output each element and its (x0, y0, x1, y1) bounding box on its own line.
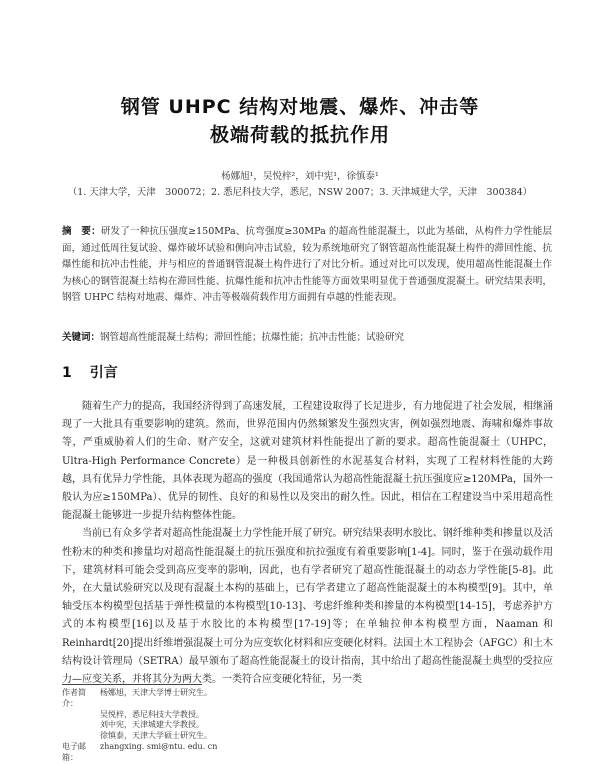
footnote-divider (62, 684, 202, 685)
body-paragraph-2: 当前已有众多学者对超高性能混凝土力学性能开展了研究。研究结果表明水胶比、钢纤维种类和掺量以及活性粉末的种类和掺量均对超高性能混凝土的抗压强度和抗拉强度有着重要影响[1-4]。同时，鉴于在强动载作用下，建筑材料可能会受到高应变率的影响，因此，也有学者研究了超高性能混凝土的动态力学性能[5-8]。此外，在大量试验研究以及现有混凝土本构的基础上，已有学者建立了超高性能混凝土的本构模型[9]。其中，单轴受压本构模型包括基于弹性模量的本构模型[10-13]、考虑纤维种类和掺量的本构模型[14-15]，考虑养护方式的本构模型[16]以及基于水胶比的本构模型[17-19]等；在单轴拉伸本构模型方面，Naaman 和 Reinhardt[20]提出纤维增强混凝土可分为应变软化材料和应变硬化材料。法国土木工程协会（AFGC）和土木结构设计管理局（SETRA）最早颁布了超高性能混凝土的设计指南，其中给出了超高性能混凝土典型的受拉应力—应变关系，并将其分为两大类。一类符合应变硬化特征，另一类 (62, 528, 554, 686)
email-row (62, 742, 542, 764)
footnote-label: 作者简介： (62, 688, 86, 708)
abstract (62, 224, 552, 307)
footnote-line: 吴悦梓，悉尼科技大学教授。 (100, 709, 204, 719)
abstract-text: 研发了一种抗压强度≥150MPa、抗弯强度≥30MPa 的超高性能混凝土，以此为基础，从构件力学性能层面，通过低周往复试验、爆炸破坏试验和侧向冲击试验，较为系统地研究了钢管超高性能混凝土构件的滞回性能、抗爆性能和抗冲击性能，并与相应的普通钢管混凝土构件进行了对比分析。通过对比可以发现，使用超高性能混凝土作为核心的钢管混凝土结构在滞回性能、抗爆性能和抗冲击性能等方面效果明显优于普通强度混凝土。研究结果表明，钢管 UHPC 结构对地震、爆炸、冲击等极端荷载作用方面拥有卓越的性能表现。 (62, 226, 552, 303)
paper-title-line-2: 极端荷载的抵抗作用 (209, 124, 390, 146)
keywords-text: 钢管超高性能混凝土结构；滞回性能；抗爆性能；抗冲击性能；试验研究 (100, 332, 405, 343)
paper-title-line-1: 钢管 UHPC 结构对地震、爆炸、冲击等 (120, 96, 480, 118)
keywords-label: 关键词： (62, 332, 101, 343)
footnote-row (62, 720, 542, 731)
footnote-row (62, 710, 542, 721)
section-number: 1 (62, 365, 72, 381)
footnote-line: 刘中宪，天津城建大学教授。 (100, 720, 204, 730)
abstract-label: 摘 要： (62, 226, 101, 237)
email-label: 电子邮箱： (62, 741, 86, 762)
author-footnote (62, 688, 542, 764)
footnote-row (62, 688, 542, 710)
body-text (62, 398, 553, 689)
section-heading (62, 362, 118, 382)
body-paragraph-1: 随着生产力的提高，我国经济得到了高速发展，工程建设取得了长足进步，有力地促进了社会发展，相继涌现了一大批具有重要影响的建筑。然而，世界范围内仍然频繁发生强烈灾害，例如强烈地震、海啸和爆炸事故等，严重威胁着人们的生命、财产安全，这就对建筑材料性能提出了新的要求。超高性能混凝土（UHPC，Ultra-High Performance Concrete）是一种极具创新性的水泥基复合材料，实现了工程材料性能的大跨越，具有优异力学性能，具体表现为超高的强度（我国通常认为超高性能混凝土抗压强度应≥120MPa，国外一般认为应≥150MPa）、优异的韧性、良好的和易性以及突出的耐久性。因此，相信在工程建设当中采用超高性能混凝土能够进一步提升结构整体性能。 (62, 401, 553, 522)
footnote-line: 杨娜旭，天津大学博士研究生。 (100, 688, 212, 697)
author-list: 杨娜旭¹，吴悦梓²，刘中宪¹，徐慎泰¹ (221, 171, 379, 182)
footnote-line: 徐慎泰，天津大学硕士研究生。 (100, 731, 212, 741)
footnote-row (62, 731, 542, 742)
keywords (62, 330, 552, 346)
section-title: 引言 (89, 365, 118, 381)
email-address[interactable]: zhangxing. smi@ntu. edu. cn (100, 741, 218, 751)
affiliation-list: （1. 天津大学，天津 300072；2. 悉尼科技大学，悉尼，NSW 2007；3. 天津城建大学，天津 300384） (67, 187, 533, 198)
